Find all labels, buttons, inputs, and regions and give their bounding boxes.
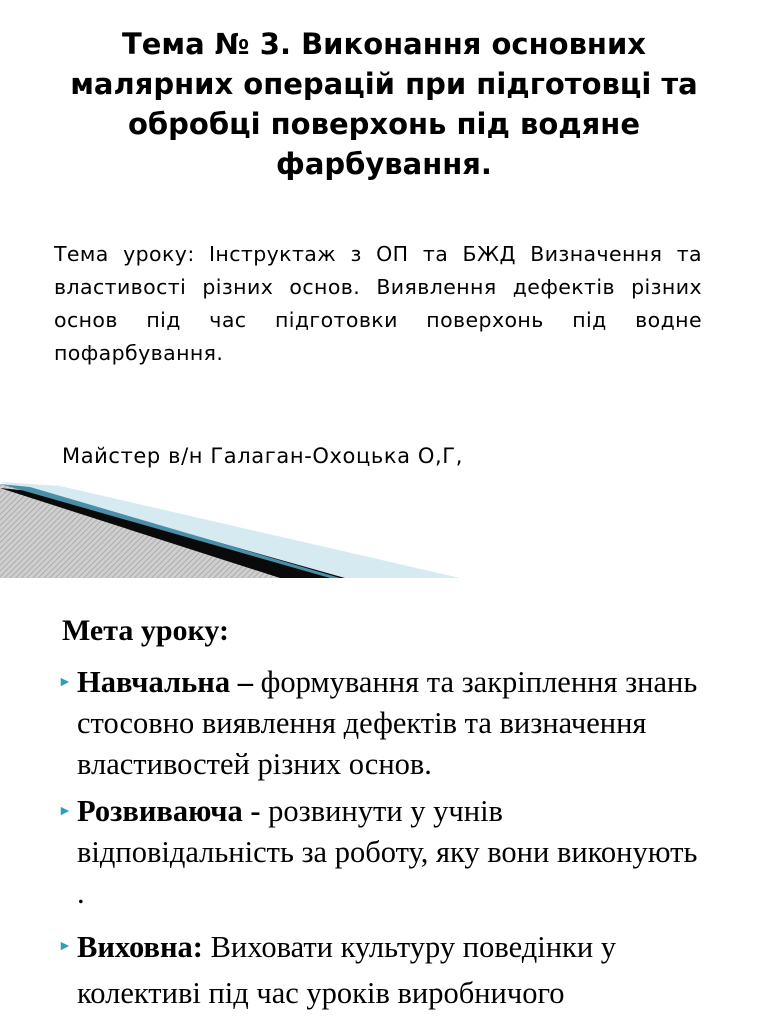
triangle-bullet-icon: ►	[58, 939, 72, 954]
goal-text: Виховати культуру поведінки у колективі під час уроків виробничого	[77, 930, 617, 1010]
slide-title-heading: Тема № 3. Виконання основних малярних операцій при підготовці та обробці поверхонь під водяне фарбування.	[70, 27, 698, 181]
lesson-topic-label: Тема уроку:	[54, 242, 195, 266]
goal-name: Розвиваюча -	[77, 794, 261, 828]
triangle-bullet-icon: ►	[58, 804, 72, 819]
lesson-topic	[54, 238, 702, 370]
goal-item-upbringing	[0, 924, 768, 1016]
slide-goals	[0, 578, 768, 1024]
triangle-bullet-icon: ►	[58, 675, 72, 690]
decorative-swoosh	[0, 480, 768, 578]
teacher-name: Майстер в/н Галаган-Охоцька О,Г,	[62, 444, 463, 468]
goal-name: Виховна:	[77, 930, 203, 964]
goal-text: формування та закріплення знань стосовно виявлення дефектів та визначення властивостей різних основ.	[77, 665, 698, 781]
goal-text: розвинути у учнів відповідальність за роботу, яку вони виконують .	[77, 794, 698, 910]
goal-item-educational	[0, 662, 768, 785]
goal-item-developmental	[0, 791, 768, 914]
lesson-topic-text: Інструктаж з ОП та БЖД Визначення та властивості різних основ. Виявлення дефектів різних основ під час підготовки поверхонь під водне пофарбування.	[54, 242, 702, 365]
goals-list	[0, 662, 768, 1016]
goal-name: Навчальна –	[77, 665, 253, 699]
goals-heading: Мета уроку:	[62, 614, 229, 647]
